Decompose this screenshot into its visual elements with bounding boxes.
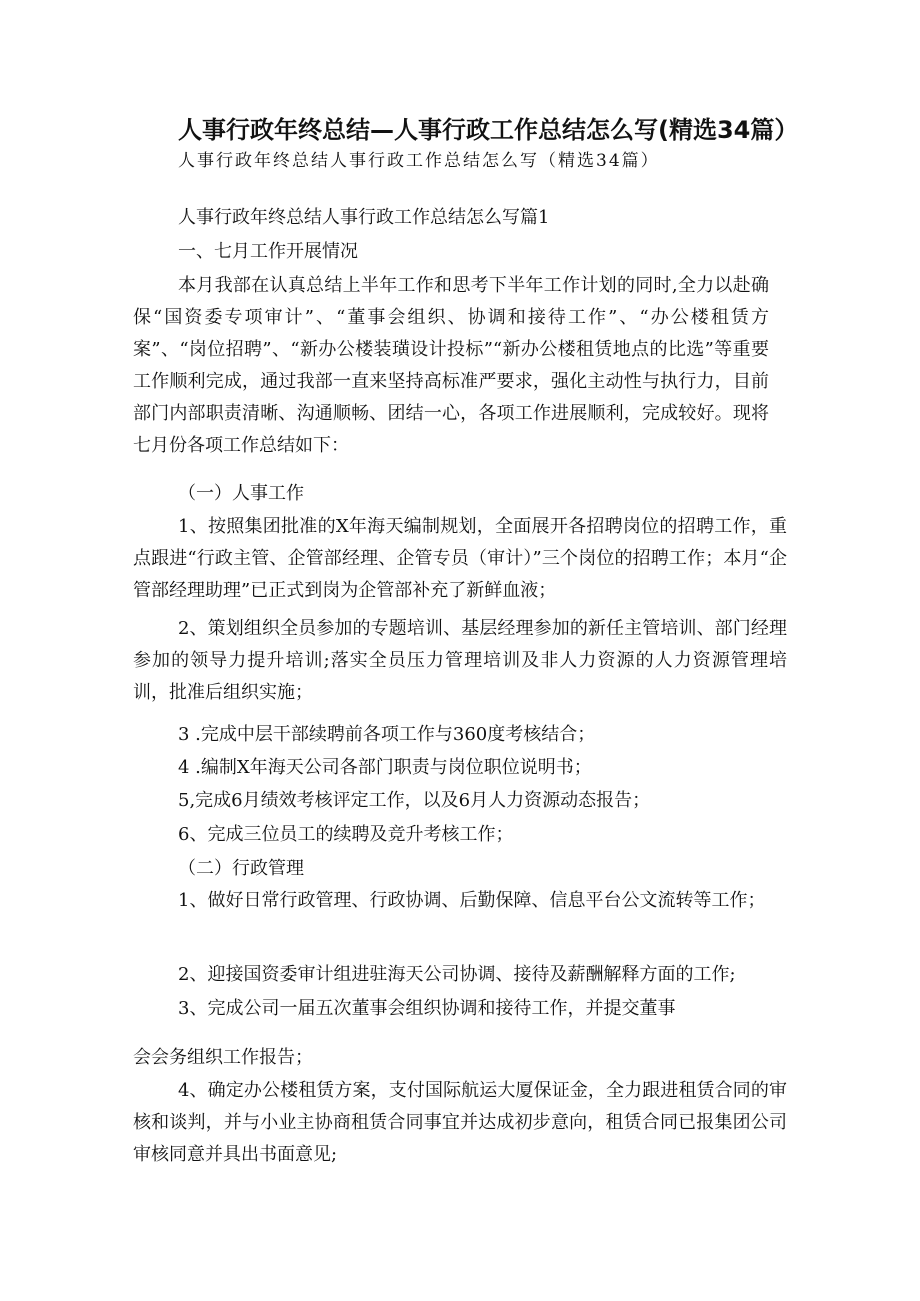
admin-item-3-continued: 会会务组织工作报告；: [133, 1047, 313, 1068]
hr-item-6: 6、完成三位员工的续聘及竞升考核工作；: [178, 824, 514, 845]
admin-item-3: 3、完成公司一届五次董事会组织协调和接待工作，并提交董事: [178, 998, 676, 1019]
hr-item-2: 2、策划组织全员参加的专题培训、基层经理参加的新任主管培训、部门经理参加的领导力提升培训;落实全员压力管理培训及非人力资源的人力资源管理培训，批准后组织实施；: [133, 618, 787, 703]
document-title: 人事行政年终总结—人事行政工作总结怎么写(精选34篇）: [178, 116, 799, 144]
sub-section-heading-hr: （一）人事工作: [178, 483, 304, 504]
article-heading: 人事行政年终总结人事行政工作总结怎么写篇1: [178, 207, 550, 228]
sub-section-heading-admin: （二）行政管理: [178, 858, 304, 879]
admin-item-4: 4、确定办公楼租赁方案，支付国际航运大厦保证金，全力跟进租赁合同的审核和谈判，并与小业主协商租赁合同事宜并达成初步意向，租赁合同已报集团公司审核同意并具出书面意见;: [133, 1080, 787, 1165]
hr-item-5: 5,完成6月绩效考核评定工作，以及6月人力资源动态报告；: [178, 790, 651, 811]
section-heading: 一、七月工作开展情况: [178, 241, 358, 262]
intro-paragraph: 本月我部在认真总结上半年工作和思考下半年工作计划的同时,全力以赴确保“国资委专项审计”、“董事会组织、协调和接待工作”、“办公楼租赁方案”、“岗位招聘”、“新办公楼装璜设计投标”“新办公楼租赁地点的比选”等重要工作顺利完成，通过我部一直来坚持高标准严要求，强化主动性与执行力，目前部门内部职责清晰、沟通顺畅、团结一心，各项工作进展顺利，完成较好。现将七月份各项工作总结如下：: [133, 275, 769, 456]
hr-item-3: 3 .完成中层干部续聘前各项工作与360度考核结合；: [178, 724, 596, 745]
document-subtitle: 人事行政年终总结人事行政工作总结怎么写（精选34篇）: [178, 151, 660, 171]
admin-item-1: 1、做好日常行政管理、行政协调、后勤保障、信息平台公文流转等工作；: [178, 890, 766, 911]
admin-item-2: 2、迎接国资委审计组进驻海天公司协调、接待及薪酬解释方面的工作;: [178, 964, 736, 985]
hr-item-4: 4 .编制X年海天公司各部门职责与岗位职位说明书；: [178, 757, 592, 778]
hr-item-1: 1、按照集团批准的X年海天编制规划，全面展开各招聘岗位的招聘工作，重点跟进“行政主管、企管部经理、企管专员（审计）”三个岗位的招聘工作；本月“企管部经理助理”已正式到岗为企管部补充了新鲜血液；: [133, 516, 787, 601]
